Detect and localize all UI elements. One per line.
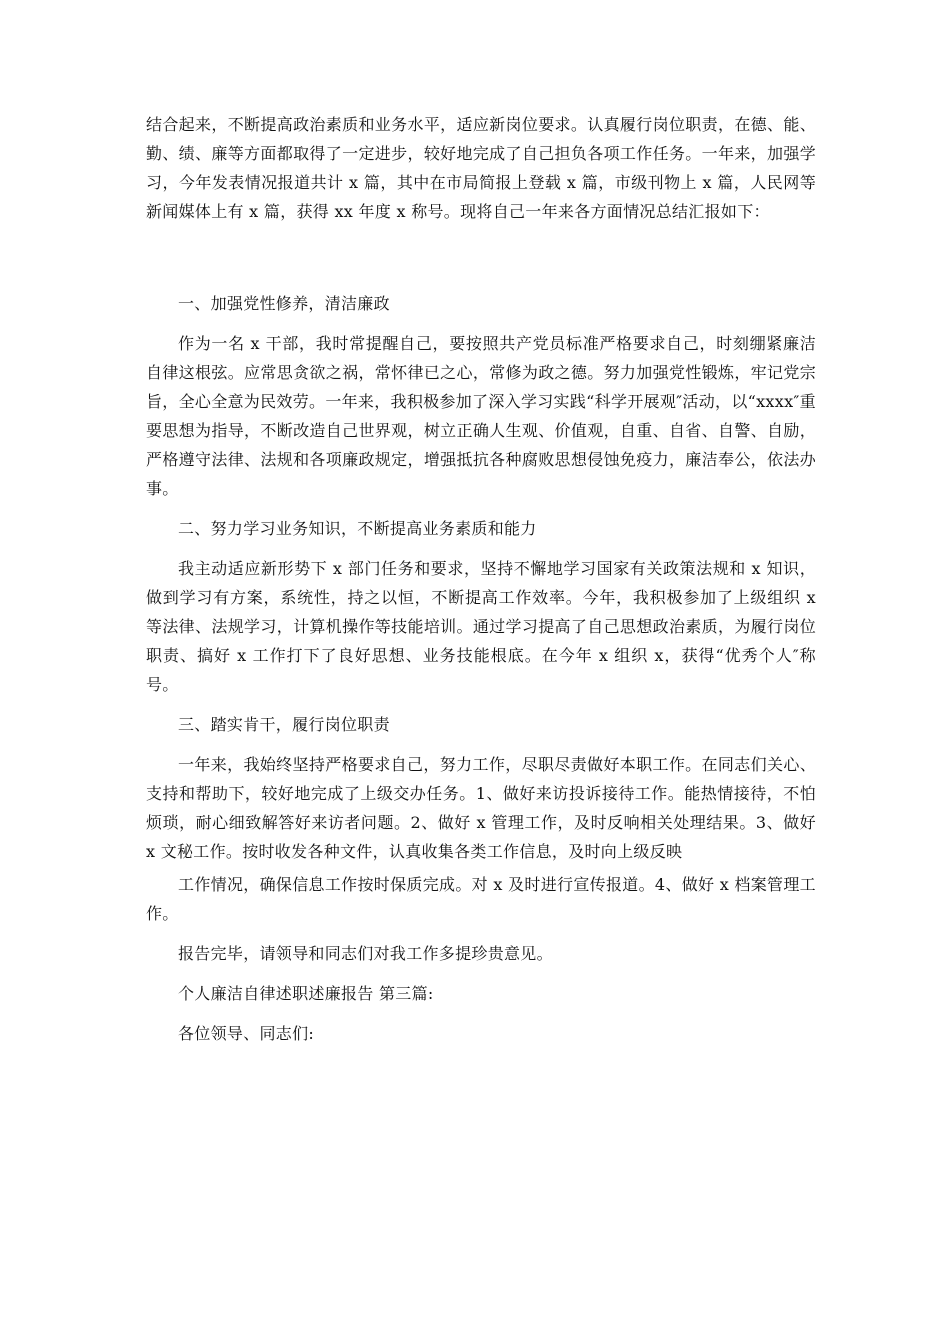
salutation: 各位领导、同志们:	[178, 1024, 315, 1043]
spacer	[146, 503, 816, 514]
document-page	[146, 110, 816, 1048]
intro-paragraph: 结合起来，不断提高政治素质和业务水平，适应新岗位要求。认真履行岗位职责，在德、能、勤、绩、廉等方面都取得了一定进步，较好地完成了自己担负各项工作任务。一年来，加强学习，今年发表情况报道共计 x 篇，其中在市局简报上登载 x 篇，市级刊物上 x 篇，人民网等新闻媒体上有 x 篇，获得 xx 年度 x 称号。现将自己一年来各方面情况总结汇报如下：	[146, 115, 816, 221]
spacer	[146, 928, 816, 939]
spacer	[146, 1008, 816, 1019]
section-3-paragraph: 一年来，我始终坚持严格要求自己，努力工作，尽职尽责做好本职工作。在同志们关心、支持和帮助下，较好地完成了上级交办任务。1、做好来访投诉接待工作。能热情接待，不怕烦琐，耐心细致解答好来访者问题。2、做好 x 管理工作，及时反响相关处理结果。3、做好 x 文秘工作。按时收发各种文件，认真收集各类工作信息，及时向上级反映	[146, 755, 816, 861]
section-3-heading: 三、踏实肯干，履行岗位职责	[178, 715, 390, 734]
spacer	[146, 699, 816, 710]
section-1-heading: 一、加强党性修养，清洁廉政	[178, 294, 390, 313]
spacer	[146, 968, 816, 979]
next-report-title: 个人廉洁自律述职述廉报告 第三篇:	[178, 984, 434, 1003]
spacer	[146, 739, 816, 750]
section-3-paragraph-continued: 工作情况，确保信息工作按时保质完成。对 x 及时进行宣传报道。4、做好 x 档案管理工作。	[146, 875, 816, 923]
section-2-heading: 二、努力学习业务知识，不断提高业务素质和能力	[178, 519, 537, 538]
spacer	[146, 226, 816, 289]
spacer	[146, 318, 816, 329]
section-2-paragraph: 我主动适应新形势下 x 部门任务和要求，坚持不懈地学习国家有关政策法规和 x 知识，做到学习有方案，系统性，持之以恒，不断提高工作效率。今年，我积极参加了上级组织 x 等法律、法规学习，计算机操作等技能培训。通过学习提高了自己思想政治素质，为履行岗位职责、搞好 x 工作打下了良好思想、业务技能根底。在今年 x 组织 x，获得“优秀个人″称号。	[146, 559, 816, 694]
spacer	[146, 543, 816, 554]
closing-paragraph: 报告完毕，请领导和同志们对我工作多提珍贵意见。	[178, 944, 553, 963]
section-1-paragraph: 作为一名 x 干部，我时常提醒自己，要按照共产党员标准严格要求自己，时刻绷紧廉洁自律这根弦。应常思贪欲之祸，常怀律已之心，常修为政之德。努力加强党性锻炼，牢记党宗旨，全心全意为民效劳。一年来，我积极参加了深入学习实践“科学开展观″活动，以“xxxx″重要思想为指导，不断改造自己世界观，树立正确人生观、价值观，自重、自省、自警、自励，严格遵守法律、法规和各项廉政规定，增强抵抗各种腐败思想侵蚀免疫力，廉洁奉公，依法办事。	[146, 334, 816, 498]
